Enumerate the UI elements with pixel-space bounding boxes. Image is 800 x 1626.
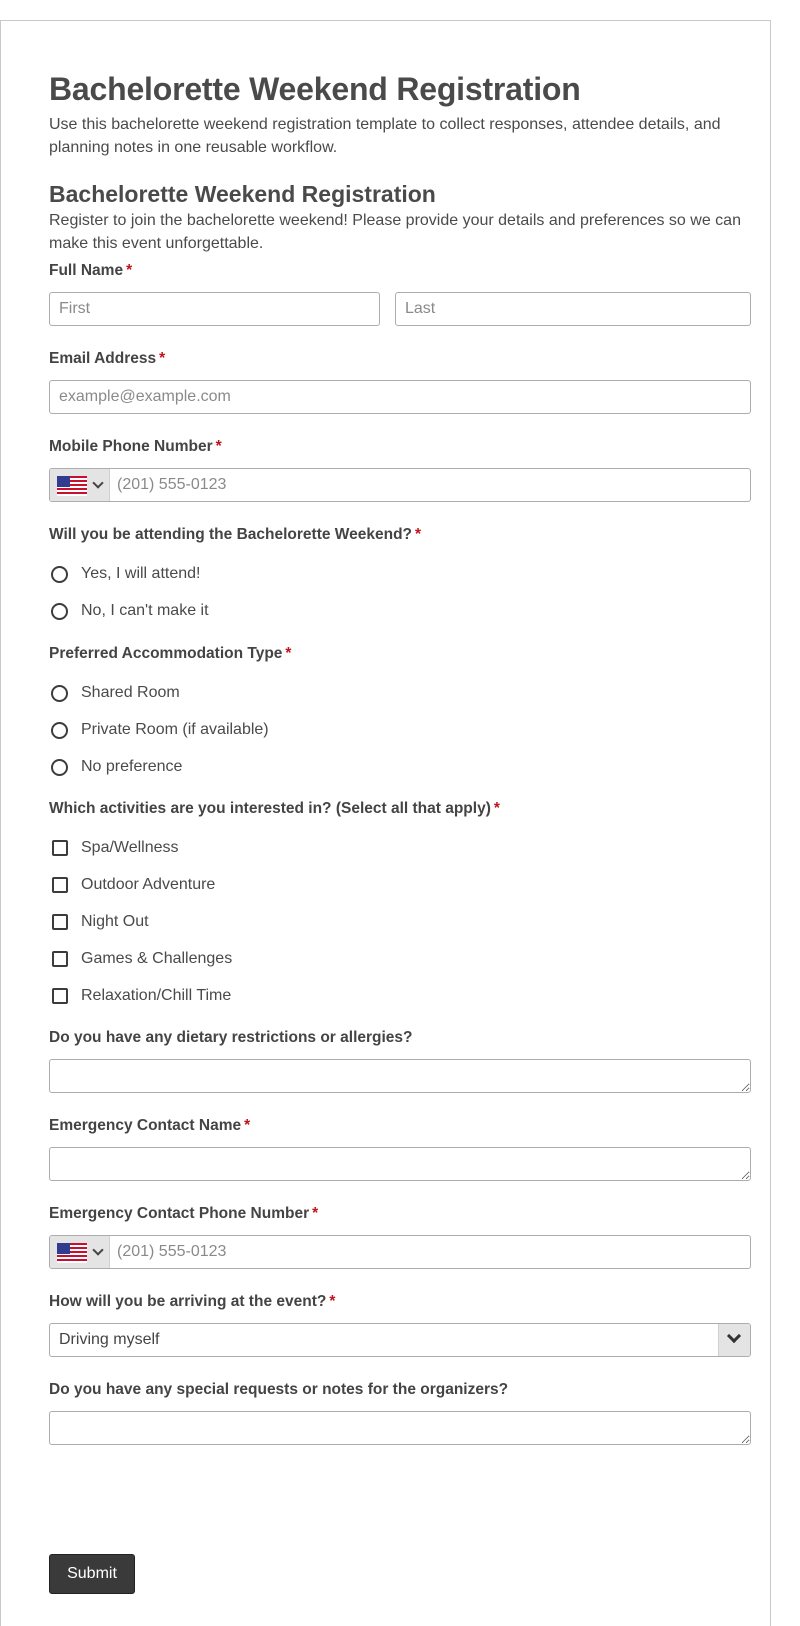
country-selector[interactable] (50, 469, 110, 501)
activity-option-relaxation[interactable] (49, 985, 231, 1007)
radio-button[interactable] (51, 759, 68, 776)
activities-label-text: Which activities are you interested in? (Select all that apply) (49, 800, 491, 817)
submit-button[interactable]: Submit (49, 1554, 135, 1594)
accommodation-option-none[interactable] (49, 756, 182, 778)
checkbox[interactable] (52, 877, 68, 893)
dietary-textarea[interactable] (49, 1059, 751, 1093)
required-marker: * (244, 1117, 251, 1134)
required-marker: * (312, 1205, 319, 1222)
arrival-selected-value: Driving myself (59, 1331, 160, 1348)
activity-option-spa[interactable] (49, 837, 179, 859)
full-name-label (49, 261, 132, 281)
chevron-down-icon (92, 477, 103, 488)
activity-option-night-out[interactable] (49, 911, 149, 933)
mobile-phone-label-text: Mobile Phone Number (49, 438, 213, 455)
email-field[interactable] (49, 380, 751, 414)
us-flag-icon (57, 476, 87, 496)
arrival-label (49, 1292, 335, 1312)
attending-option-no[interactable] (49, 600, 209, 622)
dietary-label-text: Do you have any dietary restrictions or allergies? (49, 1029, 413, 1046)
emergency-phone-field (49, 1235, 751, 1269)
attending-label-text: Will you be attending the Bachelorette Weekend? (49, 526, 413, 543)
dropdown-button[interactable] (718, 1324, 750, 1356)
checkbox[interactable] (52, 951, 68, 967)
form-description: Register to join the bachelorette weekend! Please provide your details and preferences so we can make this event unforgettable. (49, 212, 741, 252)
form-card (0, 20, 771, 1626)
activity-option-outdoor[interactable] (49, 874, 215, 896)
option-label: No preference (81, 758, 183, 775)
activity-option-games[interactable] (49, 948, 232, 970)
option-label: No, I can't make it (81, 602, 209, 619)
accommodation-label (49, 644, 291, 664)
special-requests-label-text: Do you have any special requests or notes for the organizers? (49, 1381, 509, 1398)
accommodation-label-text: Preferred Accommodation Type (49, 645, 283, 662)
form-title: Bachelorette Weekend Registration (49, 181, 436, 207)
required-marker: * (159, 350, 166, 367)
required-marker: * (493, 800, 500, 817)
email-label (49, 349, 165, 369)
accommodation-option-private[interactable] (49, 719, 269, 741)
attending-option-yes[interactable] (49, 563, 200, 585)
chevron-down-icon (727, 1329, 741, 1343)
first-name-input[interactable] (49, 292, 380, 326)
radio-button[interactable] (51, 566, 68, 583)
email-label-text: Email Address (49, 350, 157, 367)
checkbox[interactable] (52, 988, 68, 1004)
option-label: Outdoor Adventure (81, 876, 216, 893)
option-label: Yes, I will attend! (81, 565, 201, 582)
emergency-name-label-text: Emergency Contact Name (49, 1117, 242, 1134)
option-label: Games & Challenges (81, 950, 233, 967)
country-selector[interactable] (50, 1236, 110, 1268)
option-label: Spa/Wellness (81, 839, 179, 856)
checkbox[interactable] (52, 840, 68, 856)
checkbox[interactable] (52, 914, 68, 930)
arrival-label-text: How will you be arriving at the event? (49, 1293, 327, 1310)
accommodation-option-shared[interactable] (49, 682, 180, 704)
required-marker: * (215, 438, 222, 455)
special-requests-textarea[interactable] (49, 1411, 751, 1445)
emergency-phone-label (49, 1204, 318, 1224)
chevron-down-icon (92, 1244, 103, 1255)
required-marker: * (126, 262, 133, 279)
mobile-phone-input[interactable] (110, 469, 750, 501)
option-label: Private Room (if available) (81, 721, 269, 738)
activities-label (49, 799, 500, 819)
option-label: Relaxation/Chill Time (81, 987, 232, 1004)
us-flag-icon (57, 1243, 87, 1263)
required-marker: * (329, 1293, 336, 1310)
special-requests-label (49, 1380, 508, 1400)
emergency-phone-input[interactable] (110, 1236, 750, 1268)
radio-button[interactable] (51, 685, 68, 702)
required-marker: * (285, 645, 292, 662)
emergency-phone-label-text: Emergency Contact Phone Number (49, 1205, 310, 1222)
radio-button[interactable] (51, 603, 68, 620)
last-name-input[interactable] (395, 292, 751, 326)
mobile-phone-label (49, 437, 222, 457)
arrival-select[interactable] (49, 1323, 751, 1357)
dietary-label (49, 1028, 413, 1048)
page-title: Bachelorette Weekend Registration (49, 71, 581, 107)
page-description: Use this bachelorette weekend registration template to collect responses, attendee details, and planning notes in one reusable workflow. (49, 116, 721, 156)
required-marker: * (415, 526, 422, 543)
option-label: Night Out (81, 913, 149, 930)
emergency-name-label (49, 1116, 250, 1136)
emergency-name-textarea[interactable] (49, 1147, 751, 1181)
option-label: Shared Room (81, 684, 180, 701)
radio-button[interactable] (51, 722, 68, 739)
attending-label (49, 525, 421, 545)
full-name-label-text: Full Name (49, 262, 124, 279)
mobile-phone-field (49, 468, 751, 502)
